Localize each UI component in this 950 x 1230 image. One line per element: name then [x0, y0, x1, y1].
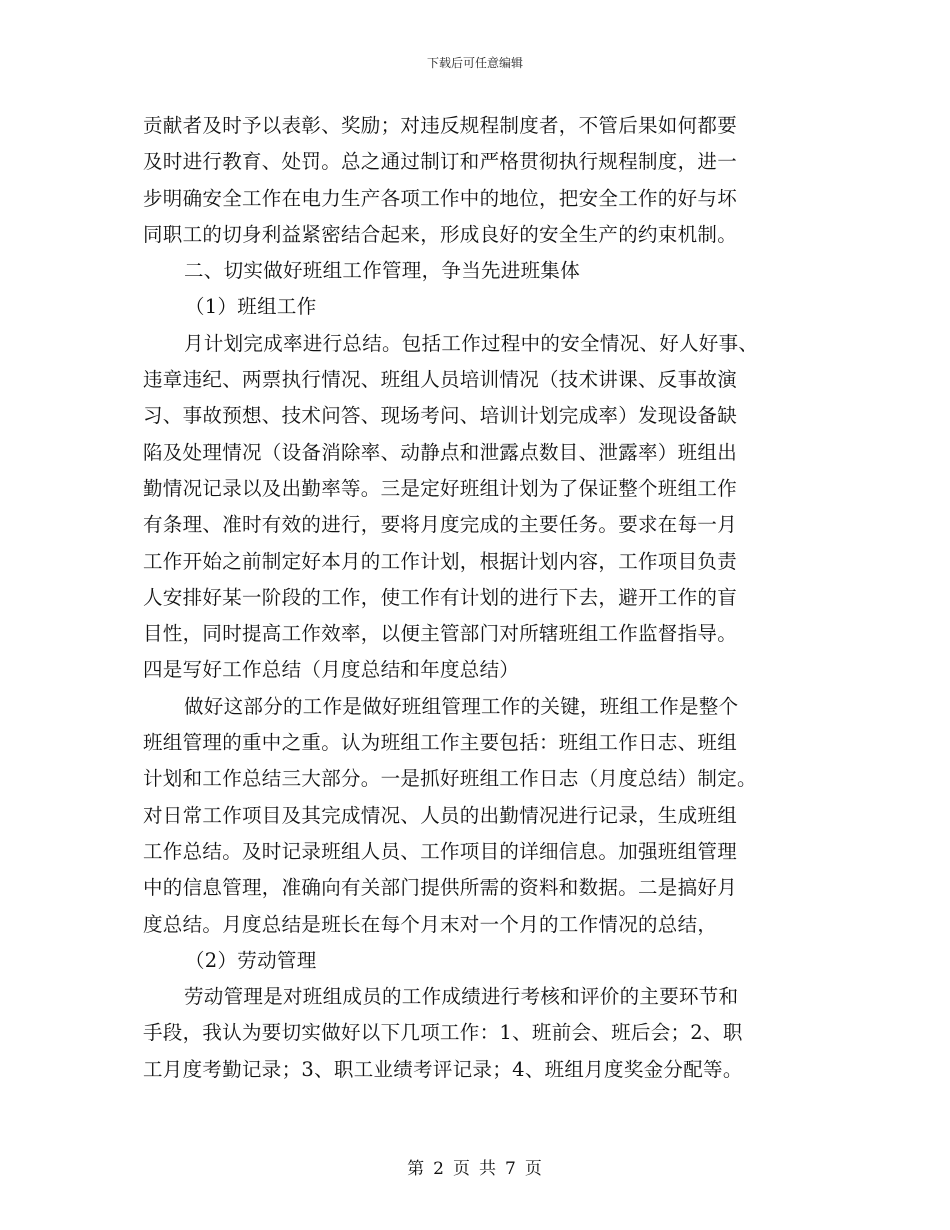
text-line: 劳动管理是对班组成员的工作成绩进行考核和评价的主要环节和 — [184, 985, 739, 1009]
section-heading: 二、切实做好班组工作管理，争当先进班集体 — [184, 259, 581, 283]
text-line: 勤情况记录以及出勤率等。三是定好班组计划为了保证整个班组工作 — [143, 476, 738, 500]
text-line: 做好这部分的工作是做好班组管理工作的关键，班组工作是整个 — [184, 694, 739, 718]
text-line: 人安排好某一阶段的工作，使工作有计划的进行下去，避开工作的盲 — [143, 585, 738, 609]
text-line: 工作开始之前制定好本月的工作计划，根据计划内容，工作项目负责 — [143, 549, 738, 573]
footer-total-label: 共 — [479, 1159, 497, 1179]
text-line: 陷及处理情况（设备消除率、动静点和泄露点数目、泄露率）班组出 — [143, 440, 738, 464]
text-line: 步明确安全工作在电力生产各项工作中的地位，把安全工作的好与坏 — [143, 186, 738, 210]
text-line: 习、事故预想、技术问答、现场考问、培训计划完成率）发现设备缺 — [143, 404, 738, 428]
subsection-heading: （2）劳动管理 — [185, 948, 317, 972]
text-line: 中的信息管理，准确向有关部门提供所需的资料和数据。二是搞好月 — [143, 876, 738, 900]
footer-page-label: 页 — [453, 1159, 471, 1179]
footer-prefix: 第 — [407, 1159, 426, 1179]
page-footer — [0, 1154, 950, 1179]
text-line: 目性，同时提高工作效率，以便主管部门对所辖班组工作监督指导。 — [143, 622, 738, 646]
text-line: 月计划完成率进行总结。包括工作过程中的安全情况、好人好事、 — [184, 331, 759, 355]
text-line: 四是写好工作总结（月度总结和年度总结） — [143, 658, 520, 682]
text-line: 班组管理的重中之重。认为班组工作主要包括：班组工作日志、班组 — [143, 731, 738, 755]
text-line: 工作总结。及时记录班组人员、工作项目的详细信息。加强班组管理 — [143, 839, 738, 863]
text-line: 手段，我认为要切实做好以下几项工作：1、班前会、班后会；2、职 — [143, 1021, 743, 1045]
text-line: 计划和工作总结三大部分。一是抓好班组工作日志（月度总结）制定。 — [143, 767, 757, 791]
text-line: 同职工的切身利益紧密结合起来，形成良好的安全生产的约束机制。 — [143, 222, 738, 246]
text-line: 对日常工作项目及其完成情况、人员的出勤情况进行记录，生成班组 — [143, 803, 738, 827]
text-line: 贡献者及时予以表彰、奖励；对违反规程制度者，不管后果如何都要 — [143, 114, 738, 137]
page-number: 2 — [433, 1159, 445, 1179]
text-line: 度总结。月度总结是班长在每个月末对一个月的工作情况的总结， — [143, 912, 718, 936]
total-pages: 7 — [505, 1159, 517, 1179]
text-line: 违章违纪、两票执行情况、班组人员培训情况（技术讲课、反事故演 — [143, 368, 738, 392]
footer-suffix: 页 — [524, 1159, 543, 1179]
text-line: 及时进行教育、处罚。总之通过制订和严格贯彻执行规程制度，进一 — [143, 150, 738, 174]
document-body — [143, 108, 808, 1088]
subsection-heading: （1）班组工作 — [185, 295, 317, 319]
page-header: 下载后可任意编辑 — [426, 56, 523, 70]
text-line: 有条理、准时有效的进行，要将月度完成的主要任务。要求在每一月 — [143, 513, 738, 537]
text-line: 工月度考勤记录；3、职工业绩考评记录；4、班组月度奖金分配等。 — [143, 1057, 743, 1081]
